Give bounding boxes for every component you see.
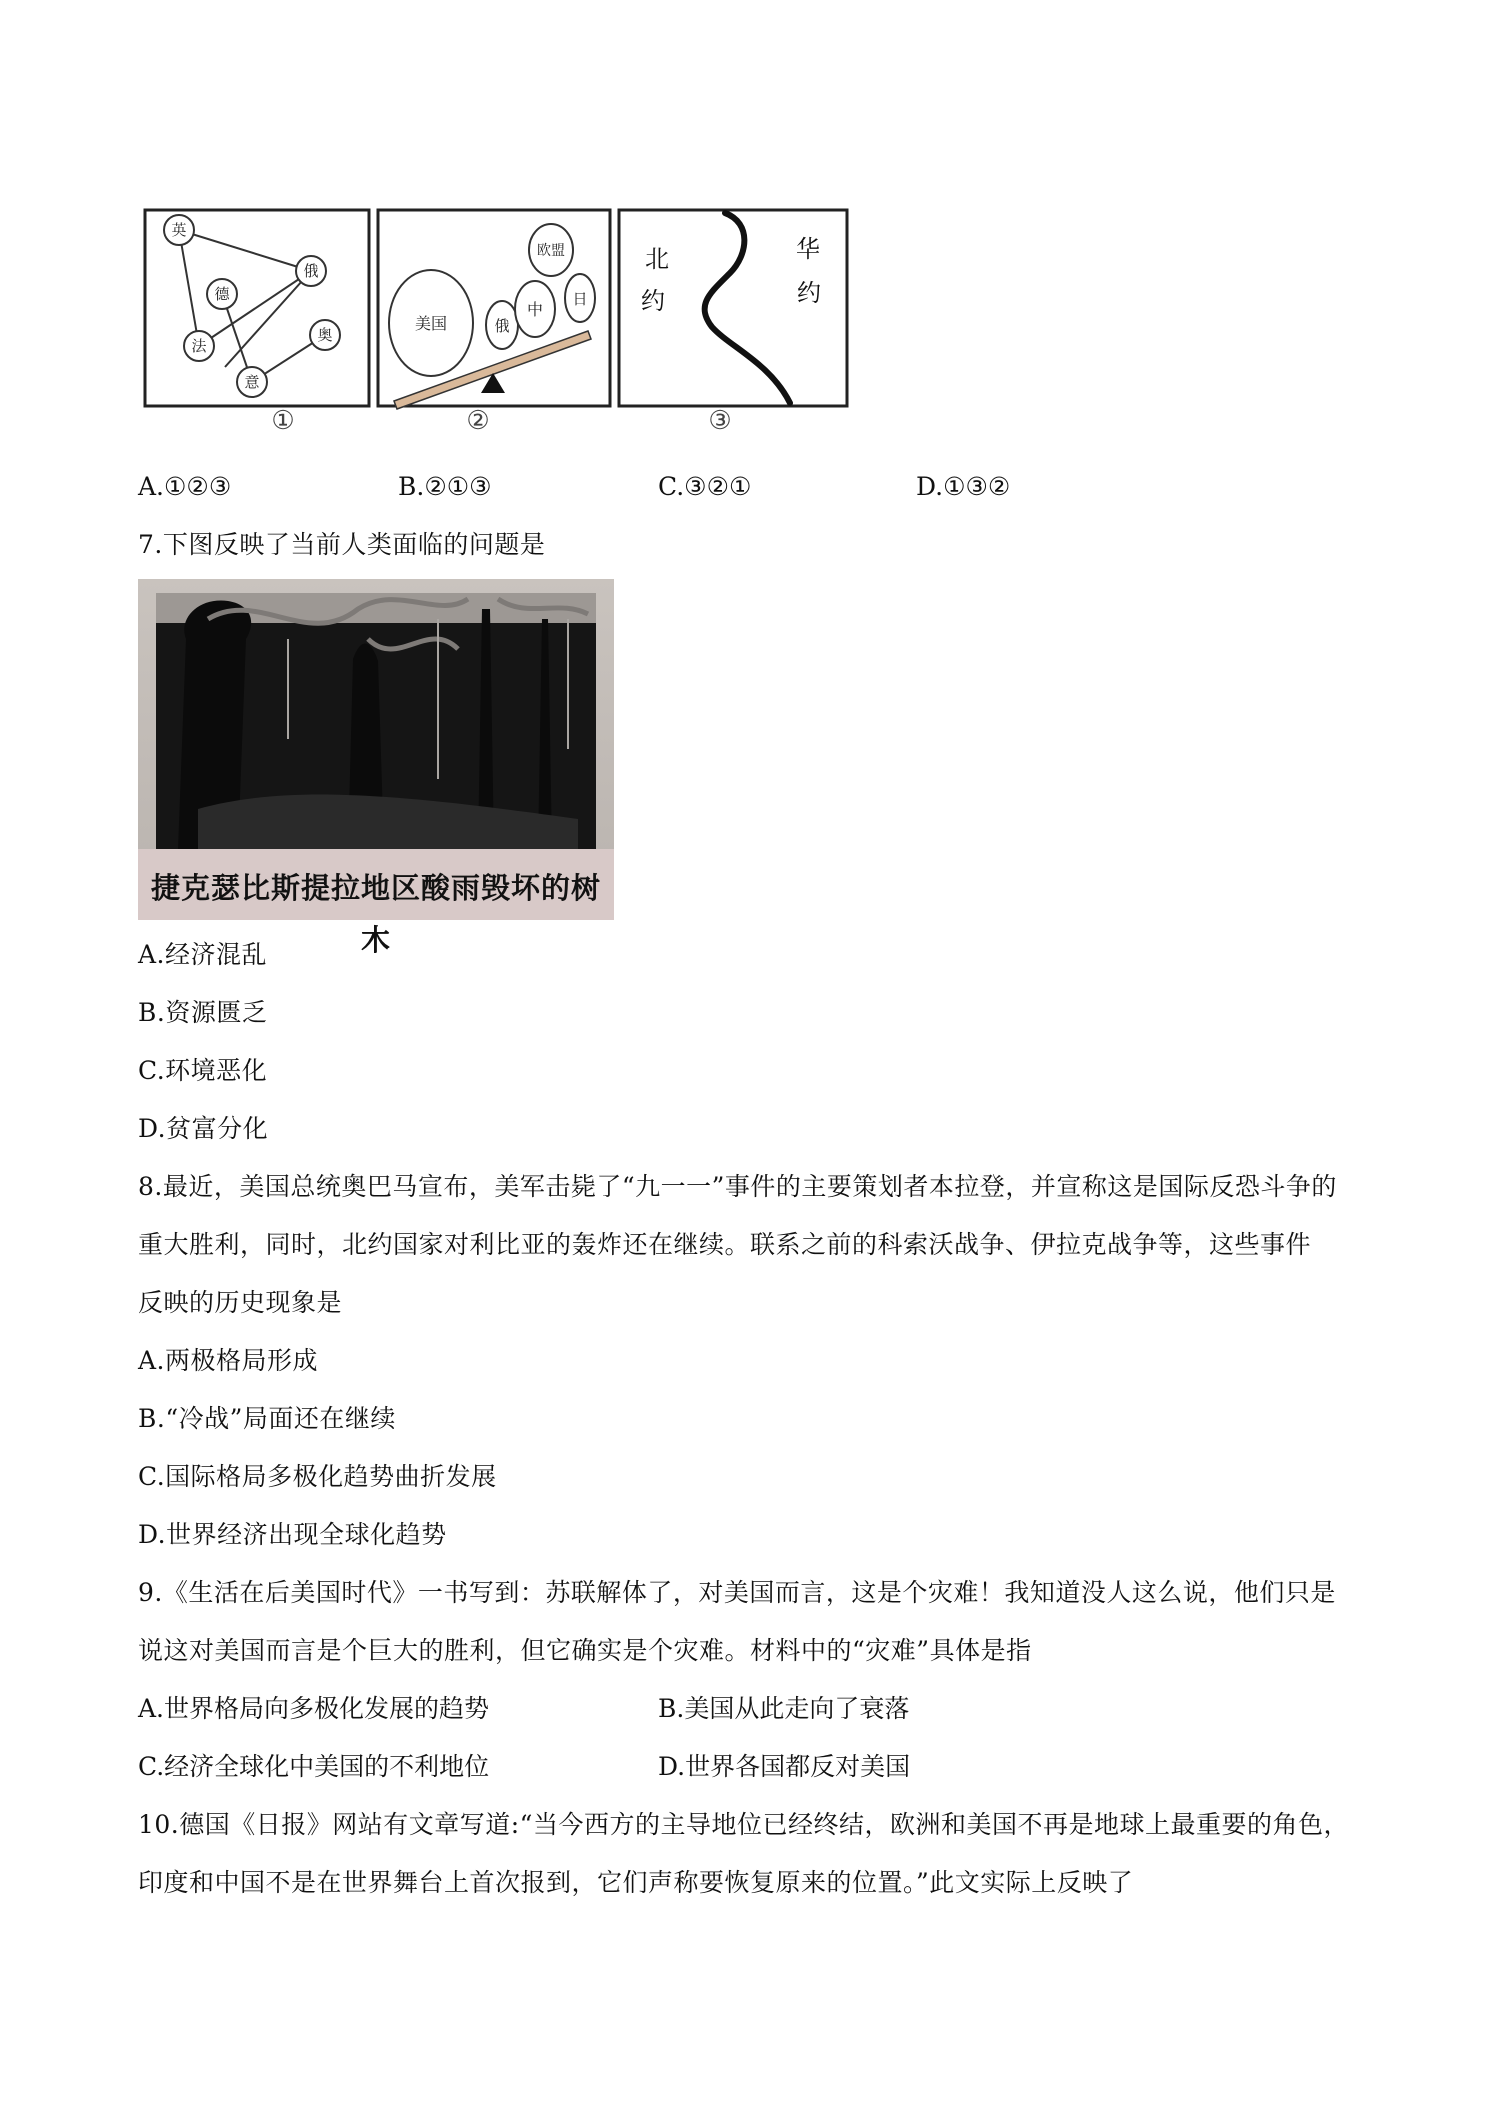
q10-stem-line-1: 10.德国《日报》网站有文章写道:“当今西方的主导地位已经终结，欧洲和美国不再是地球上最重要的角色， xyxy=(138,1810,1349,1839)
node-germany: 德 xyxy=(214,285,230,303)
node-russia: 俄 xyxy=(303,262,319,280)
q8-stem-line-3: 反映的历史现象是 xyxy=(138,1288,343,1317)
q10-stem-line-2: 印度和中国不是在世界舞台上首次报到，它们声称要恢复原来的位置。”此文实际上反映了 xyxy=(138,1868,1134,1897)
q8-option-a: A.两极格局形成 xyxy=(138,1346,319,1375)
node-austria: 奥 xyxy=(317,326,333,344)
figure-caption-1: ① xyxy=(271,406,295,436)
photo-caption: 捷克瑟比斯提拉地区酸雨毁坏的树木 xyxy=(150,871,601,957)
node-italy: 意 xyxy=(244,373,260,391)
label-russia: 俄 xyxy=(494,317,510,335)
panel-balance-seesaw xyxy=(378,210,610,409)
q7-option-d: D.贫富分化 xyxy=(138,1114,269,1143)
label-hua: 华 xyxy=(796,235,820,263)
q7-option-a: A.经济混乱 xyxy=(138,940,268,969)
label-japan: 日 xyxy=(572,290,588,308)
q8-option-d: D.世界经济出现全球化趋势 xyxy=(138,1520,447,1549)
label-north: 北 xyxy=(645,245,669,273)
label-eu: 欧盟 xyxy=(537,243,565,259)
label-usa: 美国 xyxy=(414,314,448,333)
q9-stem-line-2: 说这对美国而言是个巨大的胜利，但它确实是个灾难。材料中的“灾难”具体是指 xyxy=(138,1636,1032,1665)
panel-nato-warsaw xyxy=(619,210,847,406)
q9-option-b: B.美国从此走向了衰落 xyxy=(658,1694,910,1723)
q7-stem: 7.下图反映了当前人类面临的问题是 xyxy=(138,530,546,559)
figure-panels xyxy=(140,205,860,445)
q6-option-c: C.③②① xyxy=(658,472,752,501)
q6-option-d: D.①③② xyxy=(916,472,1011,501)
q6-option-a: A.①②③ xyxy=(138,472,232,501)
q9-option-a: A.世界格局向多极化发展的趋势 xyxy=(138,1694,490,1723)
q9-option-d: D.世界各国都反对美国 xyxy=(658,1752,911,1781)
figure-caption-3: ③ xyxy=(708,406,732,436)
label-yue-right: 约 xyxy=(797,279,821,307)
label-china: 中 xyxy=(526,300,544,319)
node-england: 英 xyxy=(171,221,187,239)
figure-caption-2: ② xyxy=(466,406,490,436)
q8-option-c: C.国际格局多极化趋势曲折发展 xyxy=(138,1462,497,1491)
q7-option-c: C.环境恶化 xyxy=(138,1056,268,1085)
q8-stem-line-2: 重大胜利，同时，北约国家对利比亚的轰炸还在继续。联系之前的科索沃战争、伊拉克战争等，这些事件 xyxy=(138,1230,1312,1259)
panel-alliance-network xyxy=(145,210,369,406)
label-yue-left: 约 xyxy=(641,287,665,315)
q7-option-b: B.资源匮乏 xyxy=(138,998,268,1027)
node-france: 法 xyxy=(191,337,207,355)
q9-stem-line-1: 9.《生活在后美国时代》一书写到：苏联解体了，对美国而言，这是个灾难！我知道没人这么说，他们只是 xyxy=(138,1578,1336,1607)
q8-option-b: B.“冷战”局面还在继续 xyxy=(138,1404,396,1433)
q8-stem-line-1: 8.最近，美国总统奥巴马宣布，美军击毙了“九一一”事件的主要策划者本拉登，并宣称这是国际反恐斗争的 xyxy=(138,1172,1337,1201)
q6-option-b: B.②①③ xyxy=(398,472,492,501)
q9-option-c: C.经济全球化中美国的不利地位 xyxy=(138,1752,490,1781)
